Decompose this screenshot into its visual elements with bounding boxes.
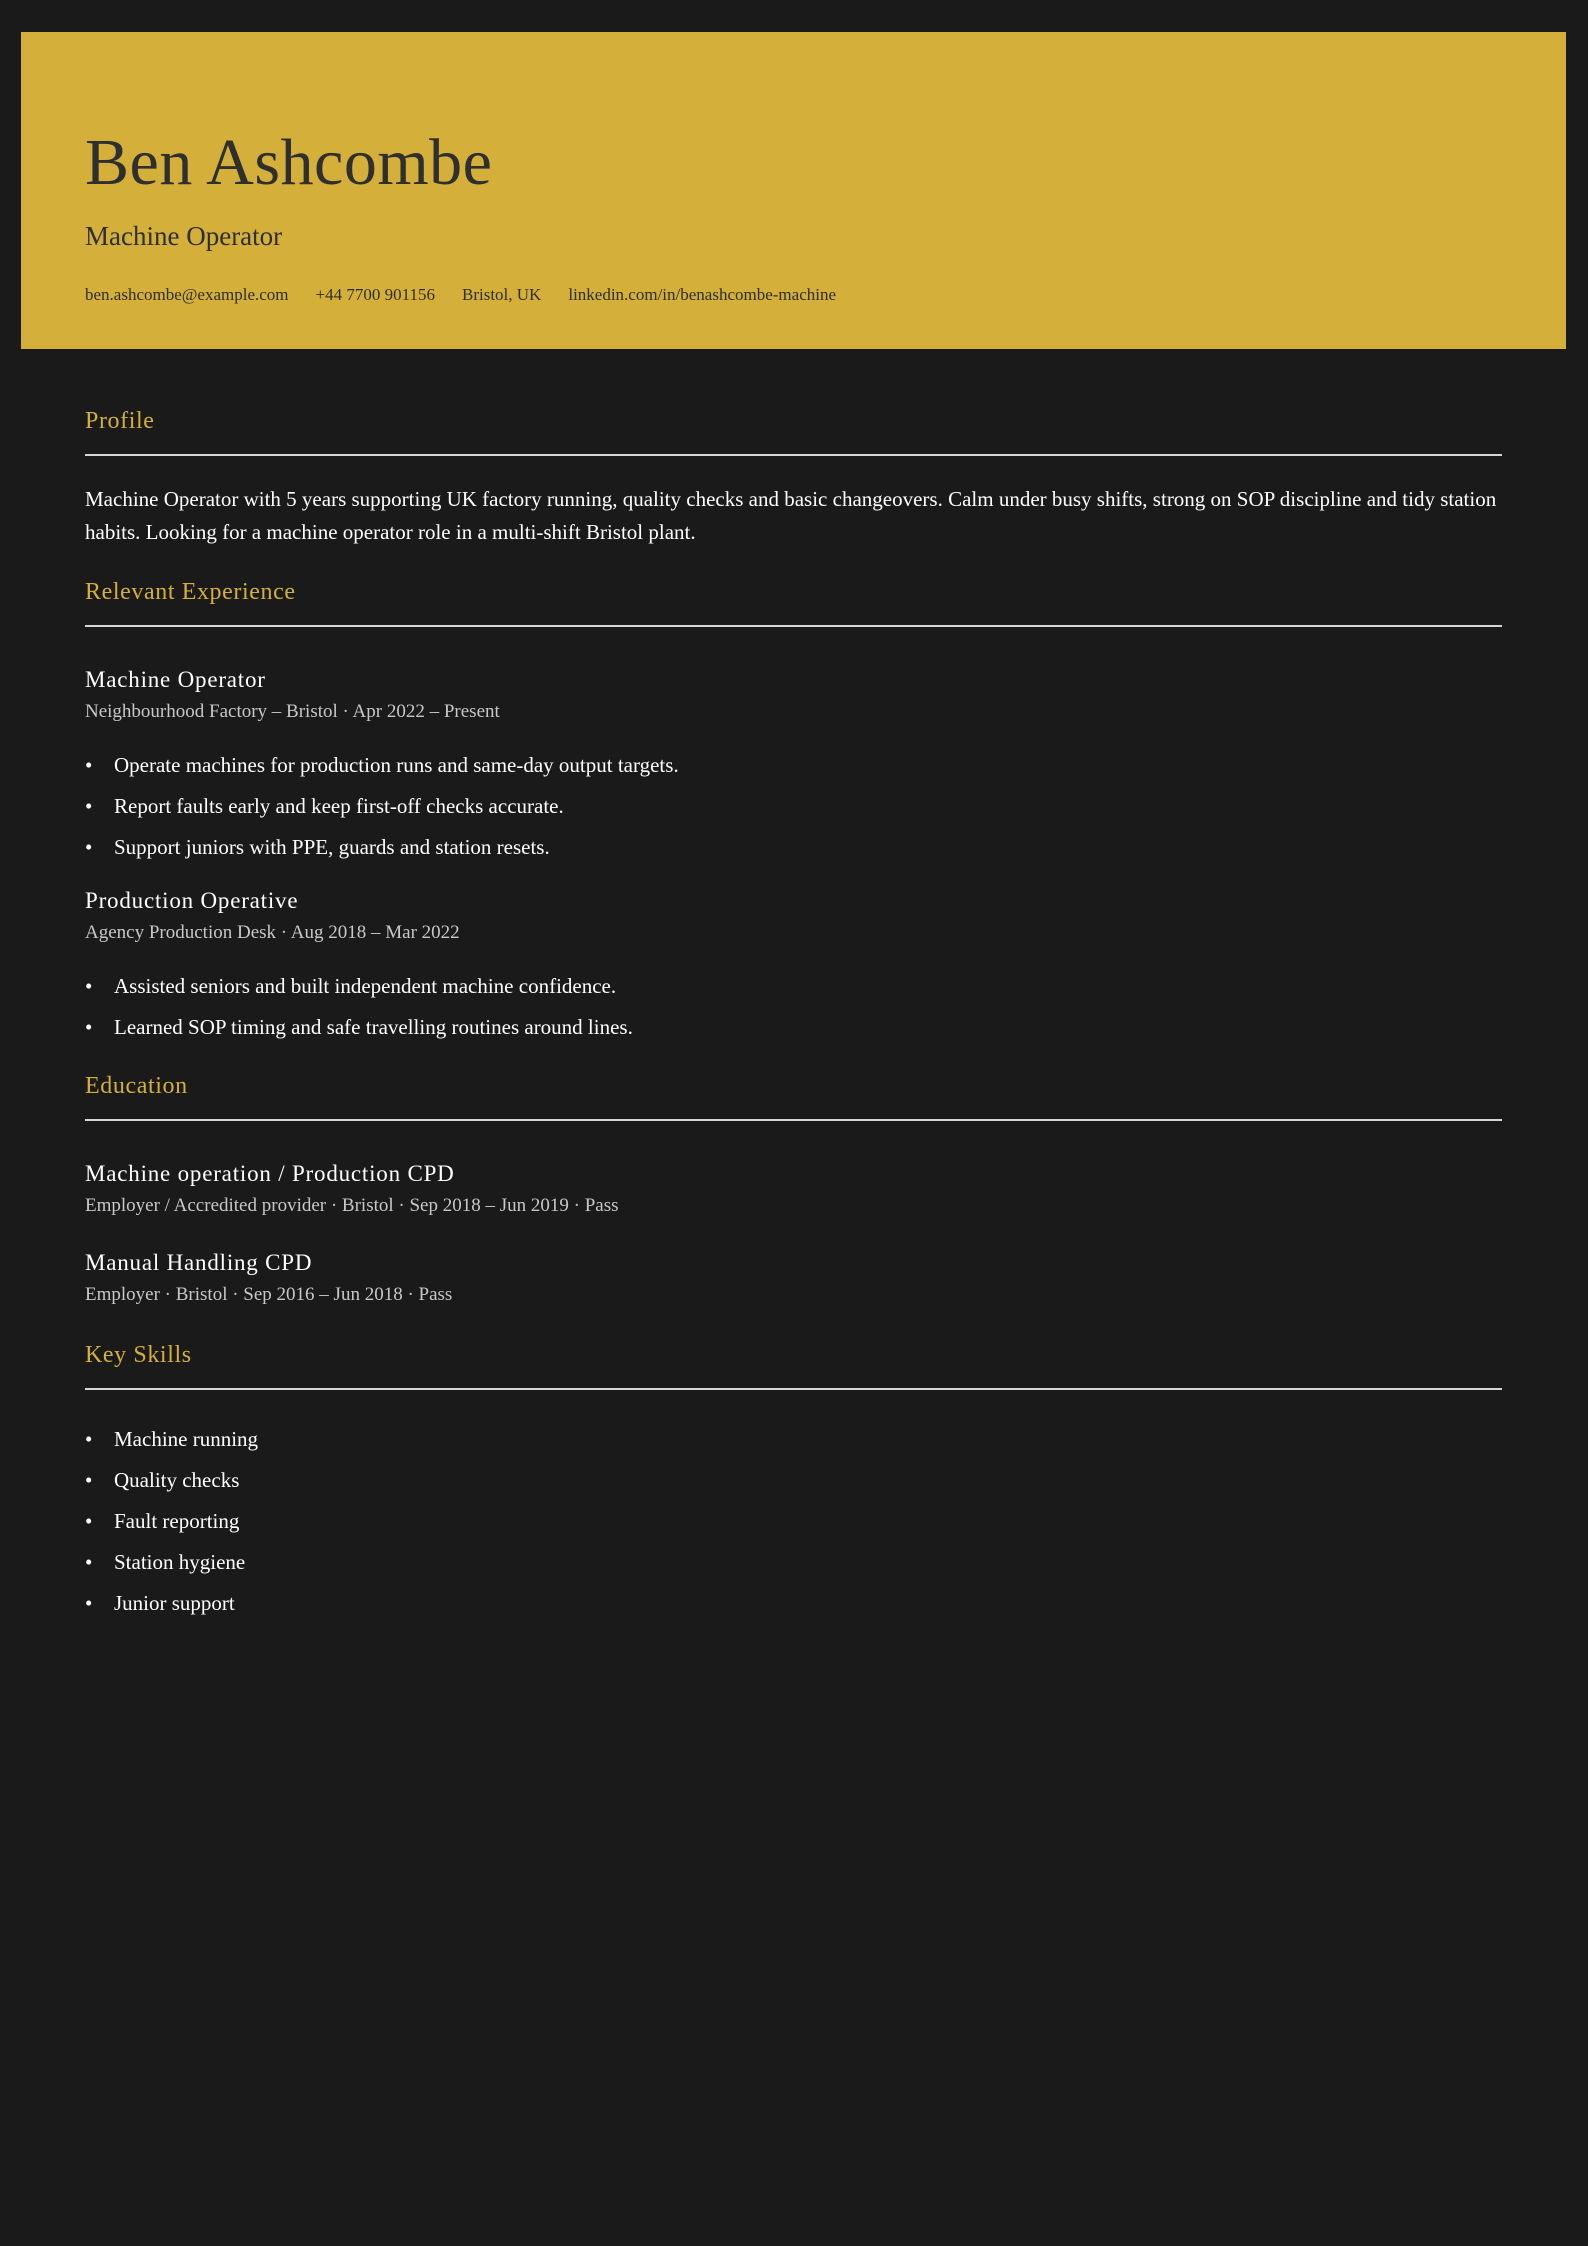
list-item-text: Support juniors with PPE, guards and station resets. — [114, 835, 550, 859]
skill-item: Machine running — [114, 1427, 259, 1451]
section-title-profile: Profile — [85, 408, 155, 434]
contact-row — [85, 284, 836, 306]
skill-item: Quality checks — [114, 1468, 240, 1492]
job-meta: Agency Production Desk · Aug 2018 – Mar 2022 — [85, 922, 460, 943]
section-title-skills: Key Skills — [85, 1342, 192, 1368]
bullet-icon: • — [85, 794, 93, 818]
job-meta: Neighbourhood Factory – Bristol · Apr 2022 – Present — [85, 701, 500, 722]
profile-summary: Machine Operator with 5 years supporting UK factory running, quality checks and basic changeovers. Calm under busy shifts, strong on SOP discipline and tidy station habits. Looking for a machine operator role in a multi-shift Bristol plant. — [85, 487, 1497, 544]
list-item-text: Report faults early and keep first-off checks accurate. — [114, 794, 564, 818]
contact-linkedin[interactable]: linkedin.com/in/benashcombe-machine — [568, 285, 837, 304]
candidate-name: Ben Ashcombe — [85, 126, 493, 199]
section-divider — [85, 454, 1502, 456]
contact-email[interactable]: ben.ashcombe@example.com — [85, 285, 289, 304]
bullet-icon: • — [85, 753, 93, 777]
skill-item: Junior support — [114, 1591, 235, 1615]
section-divider — [85, 1119, 1502, 1121]
contact-phone[interactable]: +44 7700 901156 — [315, 285, 435, 304]
skill-item: Station hygiene — [114, 1550, 246, 1574]
bullet-icon: • — [85, 835, 93, 859]
section-divider — [85, 625, 1502, 627]
bullet-icon: • — [85, 1550, 93, 1574]
header-banner — [21, 32, 1566, 349]
skill-item: Fault reporting — [114, 1509, 240, 1533]
bullet-icon: • — [85, 1509, 93, 1533]
education-title: Machine operation / Production CPD — [85, 1161, 455, 1186]
list-item-text: Operate machines for production runs and same-day output targets. — [114, 753, 679, 777]
bullet-icon: • — [85, 1468, 93, 1492]
education-meta: Employer / Accredited provider · Bristol · Sep 2018 – Jun 2019 · Pass — [85, 1195, 619, 1216]
job-title: Production Operative — [85, 888, 299, 913]
section-title-education: Education — [85, 1073, 188, 1099]
bullet-icon: • — [85, 1015, 93, 1039]
list-item-text: Learned SOP timing and safe travelling routines around lines. — [114, 1015, 633, 1039]
education-title: Manual Handling CPD — [85, 1250, 313, 1275]
bullet-icon: • — [85, 1591, 93, 1615]
section-title-experience: Relevant Experience — [85, 579, 296, 605]
job-title: Machine Operator — [85, 667, 266, 692]
contact-location: Bristol, UK — [462, 285, 542, 304]
bullet-icon: • — [85, 1427, 93, 1451]
section-divider — [85, 1388, 1502, 1390]
candidate-role: Machine Operator — [85, 221, 283, 251]
education-meta: Employer · Bristol · Sep 2016 – Jun 2018 · Pass — [85, 1284, 453, 1305]
list-item-text: Assisted seniors and built independent machine confidence. — [114, 974, 617, 998]
bullet-icon: • — [85, 974, 93, 998]
